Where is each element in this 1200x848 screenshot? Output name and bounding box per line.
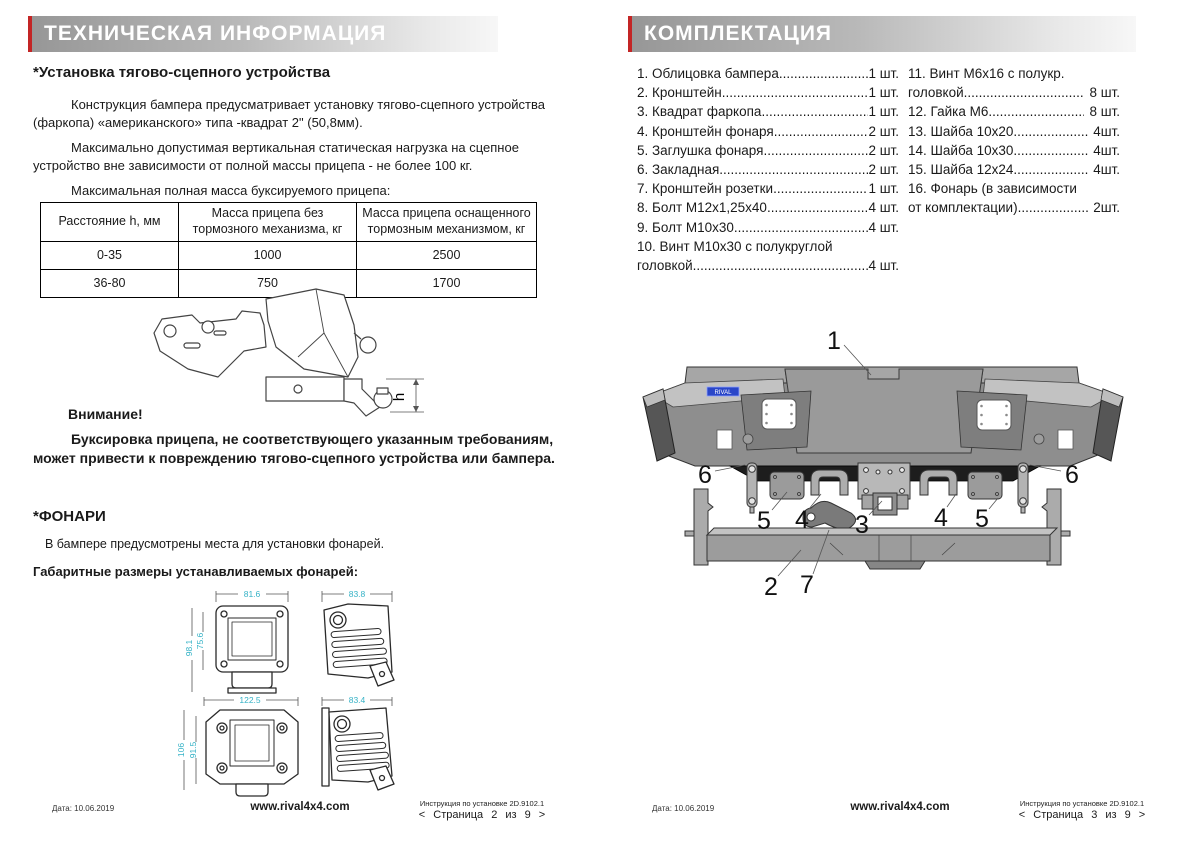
part-qty: 8 шт. [1089, 104, 1120, 120]
table-header-row [41, 203, 537, 242]
dot-leader [1013, 122, 1088, 141]
callout-1-bumper: 1 [827, 327, 841, 355]
dim-front-top-width: 81.6 [243, 589, 261, 599]
part-qty: 2 шт. [868, 123, 899, 139]
dim-side-top-width: 83.8 [348, 589, 366, 599]
part-qty: 4шт. [1093, 142, 1120, 158]
part-name: 16. Фонарь (в зависимости [908, 181, 1077, 197]
part-name: 14. Шайба 10х30 [908, 142, 1014, 158]
dot-leader [773, 179, 868, 198]
dot-leader [988, 102, 1084, 121]
part-qty: 1 шт. [868, 181, 899, 197]
part-name: 1. Облицовка бампера [637, 66, 779, 81]
dot-leader [734, 218, 869, 237]
table-header-cell: Масса прицепа оснащенного тормозным механизмом, кг [357, 203, 537, 242]
part-qty: 1 шт. [868, 66, 899, 81]
part-qty: 4 шт. [868, 200, 899, 216]
dot-leader [1013, 160, 1088, 179]
hitch-drawing [148, 285, 440, 427]
dim-front-bottom-height: 106 [176, 742, 186, 758]
part-item [637, 179, 899, 198]
dim-front-top-inner-height: 75.6 [195, 632, 205, 650]
table-header-cell: Расстояние h, мм [41, 203, 179, 242]
table-header-cell: Масса прицепа без тормозного механизма, кг [179, 203, 357, 242]
callout-4-lamp-bracket: 4 [934, 504, 948, 532]
table-row [41, 242, 537, 270]
table-intro: Максимальная полная масса буксируемого прицепа: [71, 183, 391, 198]
part-name: 13. Шайба 10х20 [908, 123, 1014, 139]
part-qty: 2 шт. [868, 162, 899, 178]
part-item [908, 198, 1120, 217]
dot-leader [779, 64, 869, 83]
table-cell: 0-35 [41, 242, 179, 270]
part-item [637, 218, 899, 237]
part-qty: 4 шт. [868, 219, 899, 235]
hitch-paragraph-2: Максимально допустимая вертикальная статическая нагрузка на сцепное устройство вне зависимости от полной массы прицепа - не более 100 кг. [33, 140, 519, 173]
dim-front-bottom-inner-height: 91.5 [188, 741, 198, 759]
part-item [637, 141, 899, 160]
footer-page-indicator: < Страница 3 из 9 > [1018, 809, 1146, 821]
part-name: 4. Кронштейн фонаря [637, 123, 774, 139]
part-item [908, 102, 1120, 121]
lamps-section-title: *ФОНАРИ [33, 508, 106, 525]
dim-front-bottom-width: 122.5 [239, 695, 261, 705]
part-qty: 8 шт. [1089, 85, 1120, 101]
dot-leader [1013, 141, 1088, 160]
dim-front-top-height: 98.1 [184, 639, 194, 657]
h-dimension-label: h [391, 392, 408, 402]
table-cell: 1000 [179, 242, 357, 270]
footer-doc-block [407, 799, 557, 821]
part-qty: 1 шт. [868, 85, 899, 101]
table-cell: 36-80 [41, 270, 179, 298]
part-item [637, 122, 899, 141]
part-name: 3. Квадрат фаркопа [637, 104, 762, 120]
part-item [637, 198, 899, 217]
part-item [637, 256, 899, 275]
part-item [908, 160, 1120, 179]
part-name: 5. Заглушка фонаря [637, 142, 764, 158]
part-name: 15. Шайба 12х24 [908, 162, 1014, 178]
part-item [637, 160, 899, 179]
page-title: ТЕХНИЧЕСКАЯ ИНФОРМАЦИЯ [44, 22, 387, 45]
section-header-bar [628, 16, 1136, 52]
parts-list-column-2 [908, 64, 1120, 218]
part-item [908, 141, 1120, 160]
part-item [908, 179, 1120, 198]
callout-5-lamp-plug: 5 [757, 507, 771, 535]
callout-5-lamp-plug: 5 [975, 505, 989, 533]
part-qty: 2шт. [1093, 200, 1120, 216]
page-parts-list [600, 0, 1200, 848]
part-qty: 1 шт. [868, 104, 899, 120]
footer-date: Дата: 10.06.2019 [52, 804, 115, 813]
part-item [908, 83, 1120, 102]
part-qty: 4шт. [1093, 162, 1120, 178]
part-name: 8. Болт М12х1,25х40 [637, 200, 767, 216]
part-item [637, 64, 899, 83]
callout-3-hitch-square: 3 [855, 511, 869, 539]
hitch-section-title: *Установка тягово-сцепного устройства [33, 64, 331, 81]
part-name: от комплектации) [908, 200, 1018, 216]
part-item [637, 83, 899, 102]
part-item [908, 122, 1120, 141]
page-title: КОМПЛЕКТАЦИЯ [644, 22, 833, 45]
footer-site-link[interactable]: www.rival4x4.com [250, 801, 350, 813]
footer-doc-number: Инструкция по установке 2D.9102.1 [419, 799, 545, 808]
part-item [908, 64, 1120, 83]
dot-leader [774, 122, 869, 141]
dot-leader [693, 256, 869, 275]
dot-leader [719, 160, 868, 179]
part-qty: 2 шт. [868, 142, 899, 158]
footer-site-link[interactable]: www.rival4x4.com [850, 801, 950, 813]
part-item [637, 102, 899, 121]
section-header-bar [28, 16, 498, 52]
callout-4-lamp-bracket: 4 [795, 506, 809, 534]
table-cell: 750 [179, 270, 357, 298]
dot-leader [964, 83, 1085, 102]
part-name: 6. Закладная [637, 162, 720, 178]
warning-text: Буксировка прицепа, не соответствующего указанным требованиям, может привести к повреждению тягово-сцепного устройства или бампера. [33, 431, 555, 466]
dot-leader [761, 102, 868, 121]
lamp-dimension-drawings [172, 584, 430, 800]
callout-2-crossmember: 2 [764, 573, 778, 601]
table-cell: 1700 [357, 270, 537, 298]
footer-date: Дата: 10.06.2019 [652, 804, 715, 813]
part-name: 7. Кронштейн розетки [637, 181, 774, 197]
part-item [637, 237, 899, 256]
table-cell: 2500 [357, 242, 537, 270]
dot-leader [722, 83, 869, 102]
dim-side-bottom-width: 83.4 [348, 695, 366, 705]
parts-list-column-1 [637, 64, 899, 275]
callout-7-socket-bracket: 7 [800, 571, 814, 599]
part-name: 11. Винт М6х16 с полукр. [908, 66, 1065, 81]
exploded-bumper-diagram [615, 303, 1175, 613]
dot-leader [1018, 198, 1089, 217]
brand-logo-text: RIVAL [714, 390, 732, 396]
part-name: головкой [908, 85, 964, 101]
callout-6-embed-plate: 6 [1065, 461, 1079, 489]
part-name: 12. Гайка М6 [908, 104, 989, 120]
part-name: 9. Болт М10х30 [637, 219, 734, 235]
dot-leader [767, 198, 869, 217]
trailer-mass-table [40, 202, 537, 298]
part-qty: 4шт. [1093, 123, 1120, 139]
part-name: 10. Винт М10х30 с полукруглой [637, 238, 833, 254]
part-name: головкой [637, 258, 693, 274]
part-name: 2. Кронштейн [637, 85, 722, 101]
footer-doc-block [1007, 799, 1157, 821]
warning-title: Внимание! [68, 406, 143, 422]
callout-6-embed-plate: 6 [698, 461, 712, 489]
hitch-paragraph-1: Конструкция бампера предусматривает установку тягово-сцепного устройства (фаркопа) «американского» типа -квадрат 2" (50,8мм). [33, 97, 545, 130]
part-qty: 4 шт. [868, 258, 899, 274]
lamp-dims-title: Габаритные размеры устанавливаемых фонарей: [33, 564, 359, 579]
lamps-paragraph: В бампере предусмотрены места для установки фонарей. [45, 537, 385, 551]
footer-page-indicator: < Страница 2 из 9 > [418, 809, 546, 821]
footer-doc-number: Инструкция по установке 2D.9102.1 [1019, 799, 1145, 808]
dot-leader [763, 141, 868, 160]
